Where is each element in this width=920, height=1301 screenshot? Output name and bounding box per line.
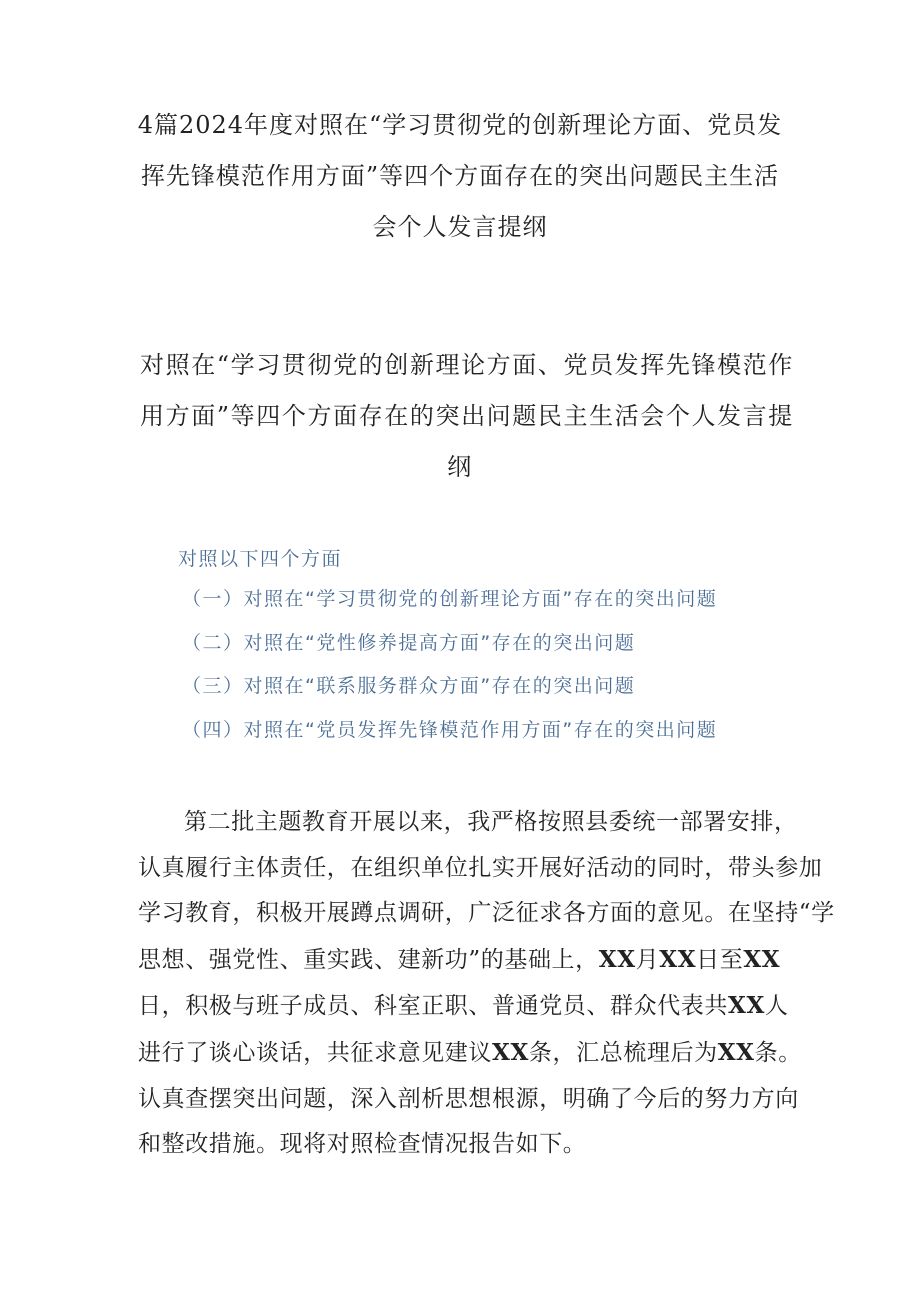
main-title (120, 100, 800, 253)
toc-item-2[interactable]: （二）对照在“党性修养提高方面”存在的突出问题 (182, 631, 636, 654)
body-line: 和整改措施。现将对照检查情况报告如下。 (138, 1131, 587, 1158)
toc-item-3[interactable]: （三）对照在“联系服务群众方面”存在的突出问题 (182, 675, 636, 697)
main-title-line: 会个人发言提纲 (372, 213, 548, 241)
sub-title-line: 用方面”等四个方面存在的突出问题民主生活会个人发言提 (140, 402, 794, 430)
body-paragraph (138, 800, 835, 1168)
body-line: 学习教育，积极开展蹲点调研，广泛征求各方面的意见。在坚持“学 (138, 900, 835, 927)
sub-title-line: 对照在“学习贯彻党的创新理论方面、党员发挥先锋模范作 (140, 351, 794, 379)
main-title-line: 挥先锋模范作用方面”等四个方面存在的突出问题民主生活 (140, 162, 780, 190)
body-line: 认真履行主体责任，在组织单位扎实开展好活动的同时，带头参加 (138, 854, 823, 881)
body-line: 认真查摆突出问题，深入剖析思想根源，明确了今后的努力方向 (138, 1085, 799, 1112)
toc-item-1[interactable]: （一）对照在“学习贯彻党的创新理论方面”存在的突出问题 (182, 588, 718, 610)
table-of-contents (178, 540, 818, 752)
toc-item-4[interactable]: （四）对照在“党员发挥先锋模范作用方面”存在的突出问题 (182, 718, 718, 741)
body-line: 第二批主题教育开展以来，我严格按照县委统一部署安排， (184, 809, 798, 835)
body-line: 日，积极与班子成员、科室正职、普通党员、群众代表共XX人 (138, 992, 789, 1020)
body-line: 进行了谈心谈话，共征求意见建议XX条，汇总梳理后为XX条。 (138, 1038, 802, 1066)
toc-heading: 对照以下四个方面 (178, 548, 343, 570)
main-title-line: 4篇2024年度对照在“学习贯彻党的创新理论方面、党员发 (137, 111, 783, 139)
body-line: 思想、强党性、重实践、建新功”的基础上，XX月XX日至XX (138, 945, 781, 973)
sub-title (140, 340, 794, 493)
sub-title-line: 纲 (447, 453, 473, 481)
